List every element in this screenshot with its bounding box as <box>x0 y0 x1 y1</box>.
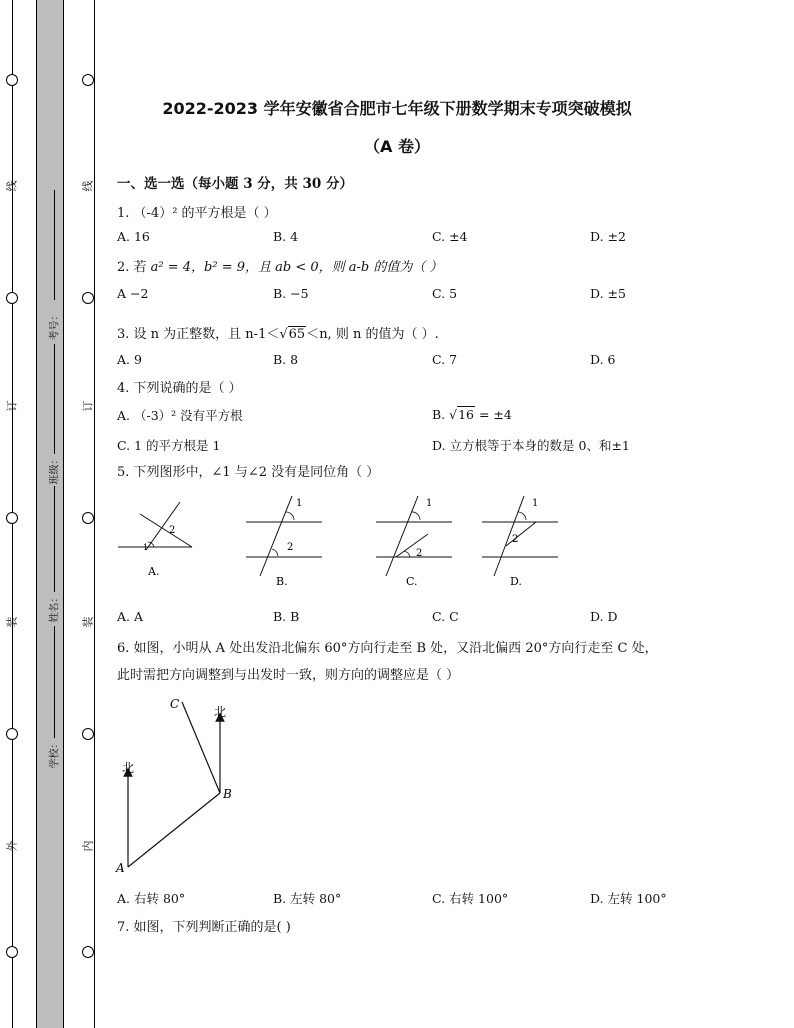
figure-label: A. <box>148 565 160 578</box>
q5-figure-a-svg <box>110 490 210 590</box>
q5-option-b: B. B <box>273 609 300 624</box>
q5-option-d: D. D <box>590 609 618 624</box>
sqrt-sign: √ <box>279 327 288 342</box>
angle-label: 2 <box>287 542 294 553</box>
binding-hole <box>82 946 94 958</box>
angle-label: 2 <box>512 534 519 545</box>
q5-figure-b <box>240 490 330 590</box>
binding-hole <box>6 74 18 86</box>
q6-option-c: C. 右转 100° <box>432 891 509 906</box>
q2-option-b: B. −5 <box>273 286 309 301</box>
q5-figure-d <box>476 490 566 590</box>
binding-hole <box>82 292 94 304</box>
question-5-stem: 5. 下列图形中，∠1 与∠2 没有是同位角（ ） <box>117 465 380 480</box>
q4-option-b-prefix: B. <box>432 407 450 422</box>
q3-stem-prefix: 3. 设 n 为正整数，且 n-1＜ <box>117 327 280 342</box>
q1-option-b: B. 4 <box>273 229 299 244</box>
page-subtitle: （A 卷） <box>364 137 430 156</box>
q3-stem-suffix: ＜n, 则 n 的值为（ ）. <box>306 327 439 342</box>
q1-option-a: A. 16 <box>117 229 150 244</box>
angle-label: 1 <box>296 498 303 509</box>
north-label: 北 <box>122 761 135 775</box>
q3-option-c: C. 7 <box>432 352 458 367</box>
q4-option-b <box>432 406 512 422</box>
q5-option-c: C. C <box>432 609 459 624</box>
binding-hole <box>6 946 18 958</box>
margin-char: 线 <box>5 180 19 192</box>
margin-char: 订 <box>5 400 19 412</box>
q6-option-b: B. 左转 80° <box>273 891 342 906</box>
q1-option-d: D. ±2 <box>590 229 626 244</box>
figure-label: C. <box>406 575 418 588</box>
q5-option-a: A. A <box>117 609 144 624</box>
angle-label: 1 <box>143 543 149 552</box>
point-label-a: A <box>116 861 125 875</box>
q2-option-d: D. ±5 <box>590 286 626 301</box>
margin-char: 装 <box>81 616 95 628</box>
q4-option-d: D. 立方根等于本身的数是 0、和±1 <box>432 438 630 453</box>
margin-char: 外 <box>5 840 19 852</box>
point-label-c: C <box>170 697 180 711</box>
point-label-b: B <box>223 787 232 801</box>
question-6-stem-line2: 此时需把方向调整到与出发时一致，则方向的调整应是（ ） <box>117 668 460 683</box>
field-line <box>54 486 55 592</box>
question-4-stem: 4. 下列说确的是（ ） <box>117 381 242 396</box>
q6-option-a: A. 右转 80° <box>117 891 186 906</box>
q5-figure-a <box>110 490 210 590</box>
angle-label: 1 <box>532 498 539 509</box>
margin-char: 内 <box>81 840 95 852</box>
angle-label: 2 <box>169 525 176 536</box>
binding-line-inner <box>94 0 95 1028</box>
question-2-stem <box>117 256 443 275</box>
q2-option-c: C. 5 <box>432 286 458 301</box>
section-heading: 一、选一选（每小题 3 分，共 30 分） <box>117 176 353 192</box>
binding-hole <box>6 512 18 524</box>
binding-strip <box>36 0 64 1028</box>
angle-label: 2 <box>416 548 423 559</box>
q4-option-c: C. 1 的平方根是 1 <box>117 438 221 453</box>
page-title: 2022-2023 学年安徽省合肥市七年级下册数学期末专项突破模拟 <box>162 99 632 118</box>
q6-figure <box>110 692 250 877</box>
margin-char: 装 <box>5 616 19 628</box>
field-line <box>54 626 55 738</box>
field-line <box>54 344 55 454</box>
q5-figure-c-svg <box>370 490 460 590</box>
binding-hole <box>6 728 18 740</box>
q6-option-d: D. 左转 100° <box>590 891 667 906</box>
q4-option-b-radicand: 16 <box>458 407 475 422</box>
q3-option-a: A. 9 <box>117 352 142 367</box>
q1-option-c: C. ±4 <box>432 229 468 244</box>
q5-figure-c <box>370 490 460 590</box>
sqrt-sign: √ <box>449 407 458 422</box>
q2-stem-prefix: 2. 若 <box>117 260 151 275</box>
field-label-exam-no: 考号： <box>49 310 61 341</box>
q6-figure-svg <box>110 692 250 877</box>
q5-figure-d-svg <box>476 490 566 590</box>
question-1-stem: 1. （-4）² 的平方根是（ ） <box>117 206 277 221</box>
binding-hole <box>6 292 18 304</box>
question-7-stem: 7. 如图，下列判断正确的是( ) <box>117 920 291 935</box>
north-label: 北 <box>214 705 227 719</box>
figure-label: B. <box>276 575 288 588</box>
figure-label: D. <box>510 575 522 588</box>
field-label-class: 班级： <box>49 454 61 485</box>
q3-option-b: B. 8 <box>273 352 299 367</box>
field-label-name: 姓名： <box>49 592 61 623</box>
binding-hole <box>82 512 94 524</box>
q5-figure-b-svg <box>240 490 330 590</box>
q2-stem-body: a² = 4，b² = 9，且 ab < 0，则 a-b 的值为（ ） <box>150 260 443 275</box>
question-3-stem <box>117 323 439 342</box>
field-label-school: 学校： <box>49 738 61 769</box>
q4-option-a: A. （-3）² 没有平方根 <box>117 408 243 423</box>
binding-hole <box>82 74 94 86</box>
binding-hole <box>82 728 94 740</box>
margin-char: 订 <box>81 400 95 412</box>
field-line <box>54 190 55 300</box>
margin-char: 线 <box>81 180 95 192</box>
question-6-stem-line1: 6. 如图，小明从 A 处出发沿北偏东 60°方向行走至 B 处，又沿北偏西 20°方向行走至 C 处， <box>117 641 658 656</box>
angle-label: 1 <box>426 498 433 509</box>
q3-option-d: D. 6 <box>590 352 616 367</box>
q2-option-a: A −2 <box>117 286 149 301</box>
q3-radicand: 65 <box>288 327 306 342</box>
q4-option-b-suffix: = ±4 <box>475 407 512 422</box>
